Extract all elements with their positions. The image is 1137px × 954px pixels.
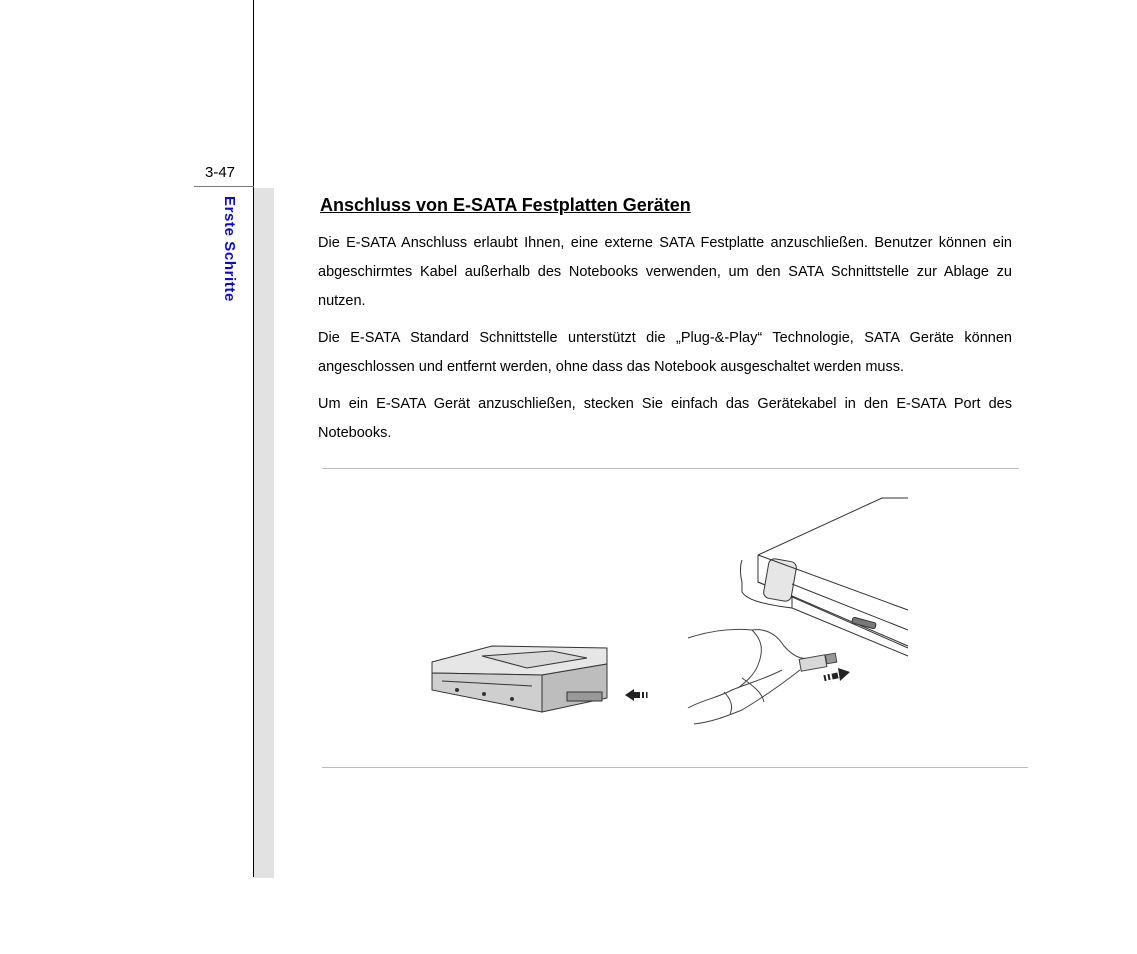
chapter-label: Erste Schritte — [221, 196, 238, 302]
paragraph-instructions: Um ein E-SATA Gerät anzuschließen, stecken Sie einfach das Gerätekabel in den E-SATA Port des Notebooks. — [318, 396, 1012, 441]
section-title: Anschluss von E-SATA Festplatten Geräten — [320, 195, 691, 215]
figure-bottom-rule — [322, 767, 1028, 768]
external-hard-drive-icon — [432, 646, 607, 712]
figure-top-rule — [322, 468, 1019, 469]
hand-with-cable-icon — [688, 629, 837, 724]
chapter-sidebar — [254, 188, 274, 878]
disconnect-arrow-icon — [625, 689, 648, 701]
paragraph-plug-and-play: Die E-SATA Standard Schnittstelle unterstützt die „Plug-&-Play“ Technologie, SATA Geräte können angeschlossen und entfernt werden, ohne dass das Notebook ausgeschaltet werden muss. — [318, 330, 1012, 375]
connect-arrow-icon — [823, 668, 850, 681]
notebook-icon — [741, 498, 909, 656]
paragraph-intro: Die E-SATA Anschluss erlaubt Ihnen, eine externe SATA Festplatte anzuschließen. Benutzer können ein abgeschirmtes Kabel außerhalb des Notebooks verwenden, um den SATA Schnittstelle zur Ablage zu nutzen. — [318, 235, 1012, 309]
page-number: 3-47 — [205, 164, 236, 181]
page-number-underline — [194, 186, 254, 187]
esata-connection-figure — [322, 470, 1019, 766]
